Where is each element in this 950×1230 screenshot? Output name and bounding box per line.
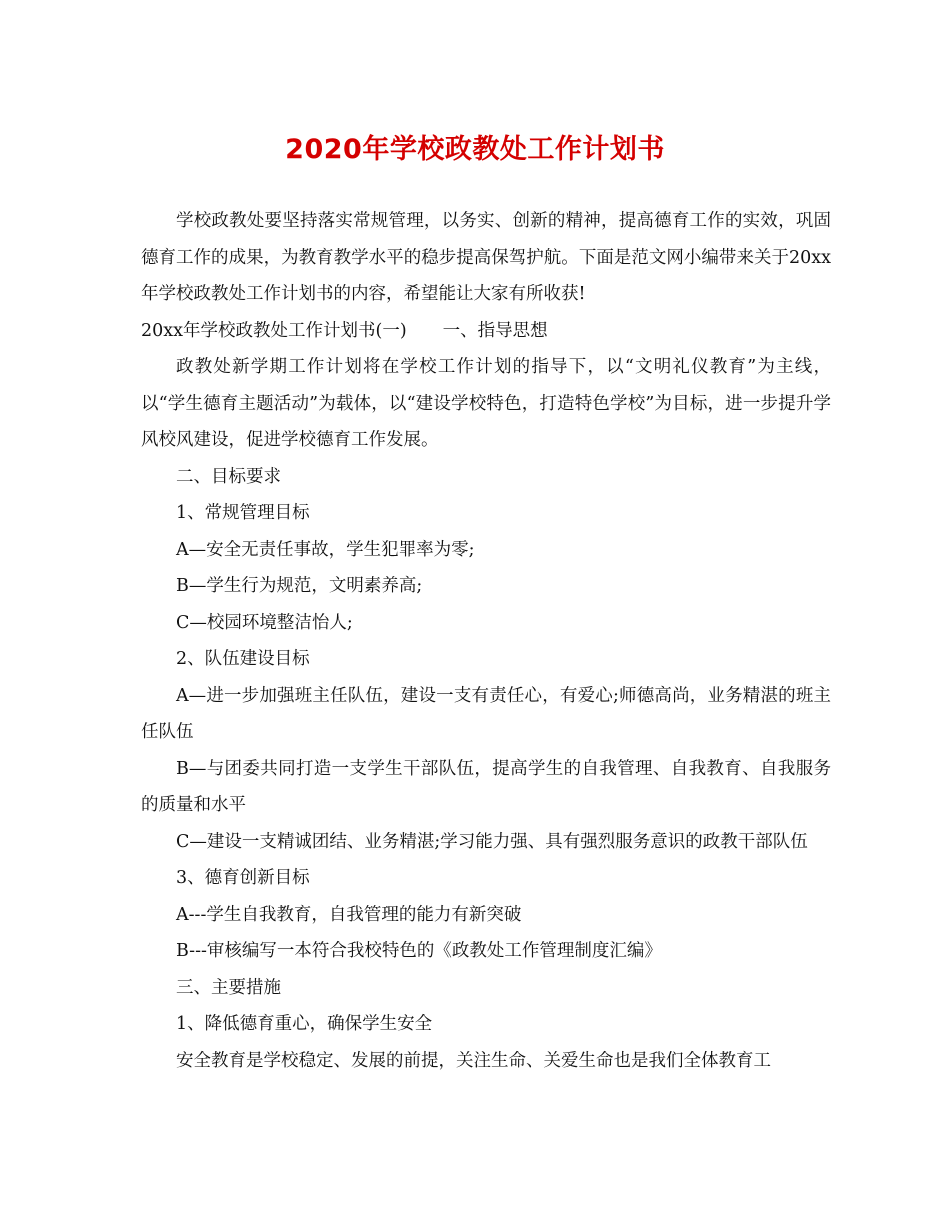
document-body (141, 203, 831, 1079)
innovation-heading: 3、德育创新目标 (176, 868, 310, 888)
measure-1-heading: 1、降低德育重心，确保学生安全 (176, 1014, 433, 1034)
routine-item-c: C—校园环境整洁怡人; (176, 612, 353, 633)
section-heading-row (141, 313, 831, 350)
innovation-item-b: B---审核编写一本符合我校特色的《政教处工作管理制度汇编》 (176, 941, 662, 961)
team-item-c: C—建设一支精诚团结、业务精湛;学习能力强、具有强烈服务意识的政教干部队伍 (176, 831, 808, 852)
team-item-b: B—与团委共同打造一支学生干部队伍，提高学生的自我管理、自我教育、自我服务的质量和水平 (141, 758, 831, 815)
goals-heading: 二、目标要求 (176, 466, 281, 487)
guiding-paragraph: 政教处新学期工作计划将在学校工作计划的指导下，以“文明礼仪教育”为主线，以“学生德育主题活动”为载体，以“建设学校特色，打造特色学校”为目标，进一步提升学风校风建设，促进学校德育工作发展。 (141, 357, 831, 450)
routine-item-b: B—学生行为规范，文明素养高; (176, 576, 423, 596)
routine-item-a: A—安全无责任事故，学生犯罪率为零; (176, 539, 475, 560)
measures-heading: 三、主要措施 (176, 977, 281, 998)
intro-paragraph: 学校政教处要坚持落实常规管理，以务实、创新的精神，提高德育工作的实效，巩固德育工作的成果，为教育教学水平的稳步提高保驾护航。下面是范文网小编带来关于20xx年学校政教处工作计划书的内容，希望能让大家有所收获! (141, 211, 831, 304)
routine-heading: 1、常规管理目标 (176, 503, 310, 523)
section-heading-left: 20xx年学校政教处工作计划书(一) (141, 320, 407, 341)
team-heading: 2、队伍建设目标 (176, 649, 310, 669)
section-heading-right: 一、指导思想 (442, 320, 548, 341)
document-title: 2020年学校政教处工作计划书 (285, 134, 665, 165)
measure-1-text: 安全教育是学校稳定、发展的前提，关注生命、关爱生命也是我们全体教育工 (176, 1050, 771, 1071)
team-item-a: A—进一步加强班主任队伍，建设一支有责任心，有爱心;师德高尚，业务精湛的班主任队伍 (141, 685, 831, 742)
innovation-item-a: A---学生自我教育，自我管理的能力有新突破 (176, 904, 522, 925)
